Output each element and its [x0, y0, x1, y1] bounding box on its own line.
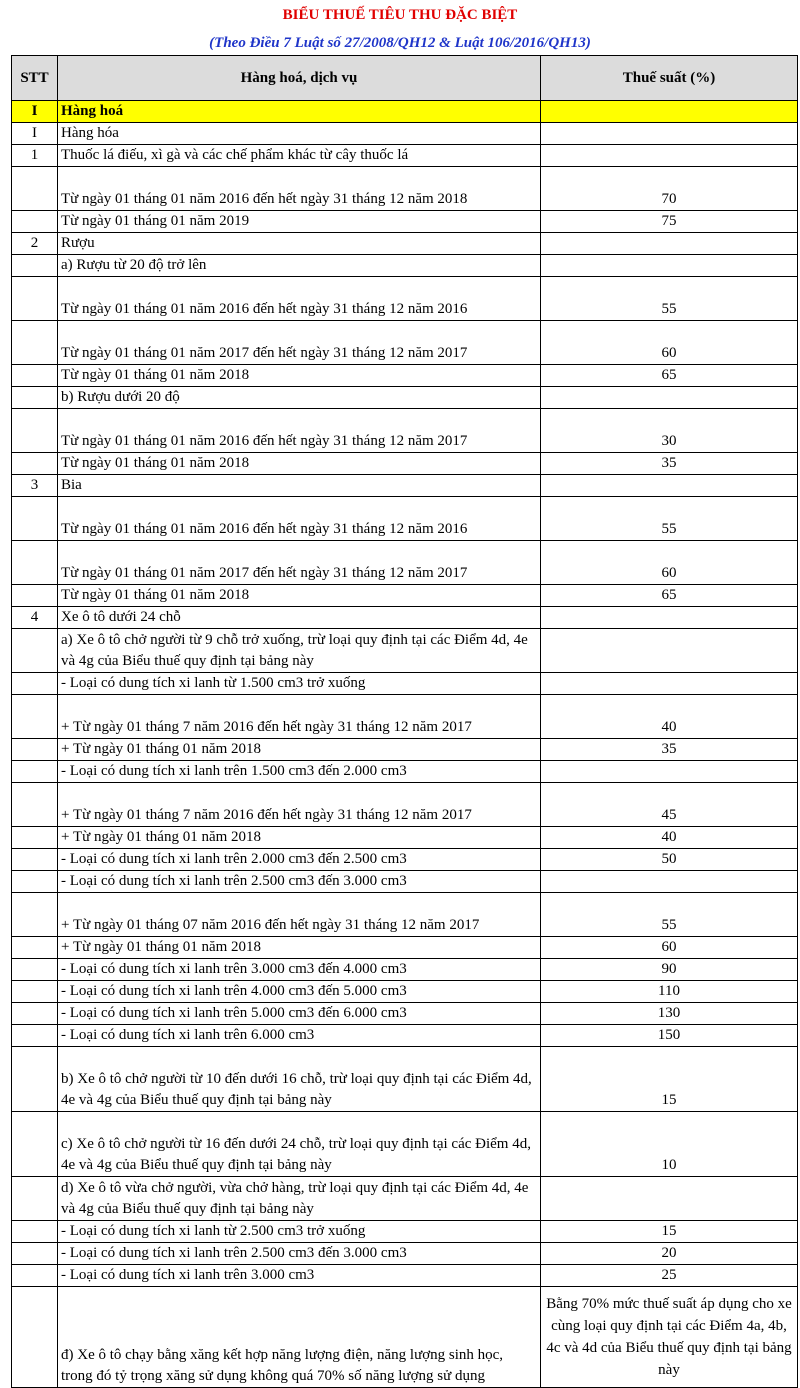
table-row: [12, 387, 798, 409]
cell-item: a) Xe ô tô chở người từ 9 chỗ trở xuống, trừ loại quy định tại các Điểm 4d, 4e và 4g của Biểu thuế quy định tại bảng này: [58, 629, 541, 673]
table-row: [12, 1221, 798, 1243]
table-row: [12, 453, 798, 475]
cell-item: d) Xe ô tô vừa chở người, vừa chở hàng, trừ loại quy định tại các Điểm 4d, 4e và 4g của Biểu thuế quy định tại bảng này: [58, 1177, 541, 1221]
cell-item: Xe ô tô dưới 24 chỗ: [58, 607, 541, 629]
table-row: [12, 629, 798, 673]
table-row: [12, 541, 798, 585]
cell-rate: 90: [541, 959, 798, 981]
cell-stt: I: [12, 101, 58, 123]
cell-item: - Loại có dung tích xi lanh trên 3.000 cm3 đến 4.000 cm3: [58, 959, 541, 981]
cell-item: - Loại có dung tích xi lanh trên 4.000 cm3 đến 5.000 cm3: [58, 981, 541, 1003]
table-row: [12, 1287, 798, 1388]
cell-stt: [12, 1243, 58, 1265]
cell-stt: [12, 497, 58, 541]
table-row: [12, 607, 798, 629]
cell-item: - Loại có dung tích xi lanh trên 5.000 cm3 đến 6.000 cm3: [58, 1003, 541, 1025]
cell-item: - Loại có dung tích xi lanh trên 3.000 cm3: [58, 1265, 541, 1287]
table-body: [12, 101, 798, 1388]
cell-stt: [12, 739, 58, 761]
cell-stt: [12, 673, 58, 695]
cell-rate: 35: [541, 739, 798, 761]
cell-item: - Loại có dung tích xi lanh từ 1.500 cm3 trở xuống: [58, 673, 541, 695]
cell-rate: [541, 123, 798, 145]
cell-rate: 15: [541, 1221, 798, 1243]
cell-rate: 40: [541, 827, 798, 849]
cell-stt: [12, 365, 58, 387]
header-rate: Thuế suất (%): [541, 56, 798, 101]
cell-item: + Từ ngày 01 tháng 01 năm 2018: [58, 937, 541, 959]
cell-stt: [12, 1221, 58, 1243]
cell-rate: [541, 233, 798, 255]
table-row: [12, 233, 798, 255]
cell-rate: 45: [541, 783, 798, 827]
table-row: [12, 409, 798, 453]
table-row: [12, 981, 798, 1003]
cell-stt: [12, 981, 58, 1003]
cell-stt: [12, 277, 58, 321]
cell-item: + Từ ngày 01 tháng 01 năm 2018: [58, 739, 541, 761]
cell-stt: [12, 1112, 58, 1177]
cell-item: - Loại có dung tích xi lanh trên 2.000 cm3 đến 2.500 cm3: [58, 849, 541, 871]
cell-rate: [541, 1177, 798, 1221]
table-header: [12, 56, 798, 101]
cell-stt: [12, 1265, 58, 1287]
cell-rate: 60: [541, 937, 798, 959]
cell-rate: 10: [541, 1112, 798, 1177]
cell-stt: 3: [12, 475, 58, 497]
table-row: [12, 1112, 798, 1177]
cell-rate: 130: [541, 1003, 798, 1025]
table-row: [12, 1003, 798, 1025]
cell-item: Từ ngày 01 tháng 01 năm 2018: [58, 585, 541, 607]
cell-rate: 110: [541, 981, 798, 1003]
cell-item: Hàng hóa: [58, 123, 541, 145]
tax-table: [11, 55, 798, 1388]
cell-item: Từ ngày 01 tháng 01 năm 2018: [58, 453, 541, 475]
cell-item: Từ ngày 01 tháng 01 năm 2017 đến hết ngày 31 tháng 12 năm 2017: [58, 321, 541, 365]
cell-stt: [12, 211, 58, 233]
cell-rate: 75: [541, 211, 798, 233]
cell-rate: 65: [541, 365, 798, 387]
table-row: [12, 321, 798, 365]
table-row: [12, 167, 798, 211]
cell-item: Từ ngày 01 tháng 01 năm 2016 đến hết ngày 31 tháng 12 năm 2016: [58, 497, 541, 541]
cell-item: - Loại có dung tích xi lanh trên 6.000 cm3: [58, 1025, 541, 1047]
table-row: [12, 1177, 798, 1221]
page-subtitle: (Theo Điều 7 Luật số 27/2008/QH12 & Luật 106/2016/QH13): [209, 35, 591, 51]
cell-item: + Từ ngày 01 tháng 07 năm 2016 đến hết ngày 31 tháng 12 năm 2017: [58, 893, 541, 937]
cell-item: Bia: [58, 475, 541, 497]
cell-item: + Từ ngày 01 tháng 7 năm 2016 đến hết ngày 31 tháng 12 năm 2017: [58, 783, 541, 827]
cell-item: b) Rượu dưới 20 độ: [58, 387, 541, 409]
cell-item: - Loại có dung tích xi lanh trên 2.500 cm3 đến 3.000 cm3: [58, 1243, 541, 1265]
table-row: [12, 1025, 798, 1047]
table-row: [12, 937, 798, 959]
cell-rate: 55: [541, 277, 798, 321]
cell-stt: [12, 761, 58, 783]
cell-stt: 4: [12, 607, 58, 629]
cell-stt: [12, 409, 58, 453]
table-row: [12, 673, 798, 695]
cell-item: + Từ ngày 01 tháng 7 năm 2016 đến hết ngày 31 tháng 12 năm 2017: [58, 695, 541, 739]
cell-rate: [541, 629, 798, 673]
table-row: [12, 871, 798, 893]
cell-stt: 1: [12, 145, 58, 167]
header-stt: STT: [12, 56, 58, 101]
page-title: BIỂU THUẾ TIÊU THU ĐẶC BIỆT: [282, 7, 518, 23]
cell-rate: [541, 607, 798, 629]
table-row: [12, 497, 798, 541]
cell-stt: [12, 893, 58, 937]
cell-rate: 70: [541, 167, 798, 211]
table-row: [12, 585, 798, 607]
cell-item: a) Rượu từ 20 độ trở lên: [58, 255, 541, 277]
cell-item: - Loại có dung tích xi lanh trên 2.500 cm3 đến 3.000 cm3: [58, 871, 541, 893]
cell-item: Hàng hoá: [58, 101, 541, 123]
cell-rate: 30: [541, 409, 798, 453]
table-row: [12, 211, 798, 233]
cell-item: đ) Xe ô tô chạy bằng xăng kết hợp năng lượng điện, năng lượng sinh học, trong đó tỷ trọng xăng sử dụng không quá 70% số năng lượng sử dụng: [58, 1287, 541, 1388]
cell-stt: 2: [12, 233, 58, 255]
cell-item: Từ ngày 01 tháng 01 năm 2019: [58, 211, 541, 233]
table-row: [12, 1243, 798, 1265]
cell-stt: [12, 255, 58, 277]
cell-rate: [541, 101, 798, 123]
cell-stt: [12, 1003, 58, 1025]
cell-stt: [12, 1047, 58, 1112]
cell-rate: Bằng 70% mức thuế suất áp dụng cho xe cùng loại quy định tại các Điểm 4a, 4b, 4c và 4d của Biểu thuế quy định tại bảng này: [541, 1287, 798, 1388]
table-row: [12, 1047, 798, 1112]
table-row: [12, 959, 798, 981]
cell-stt: [12, 629, 58, 673]
cell-stt: [12, 783, 58, 827]
cell-stt: [12, 1025, 58, 1047]
cell-item: - Loại có dung tích xi lanh trên 1.500 cm3 đến 2.000 cm3: [58, 761, 541, 783]
cell-item: b) Xe ô tô chở người từ 10 đến dưới 16 chỗ, trừ loại quy định tại các Điểm 4d, 4e và 4g của Biểu thuế quy định tại bảng này: [58, 1047, 541, 1112]
cell-stt: [12, 1177, 58, 1221]
table-row: [12, 783, 798, 827]
header-item: Hàng hoá, dịch vụ: [58, 56, 541, 101]
table-row: [12, 123, 798, 145]
table-row: [12, 893, 798, 937]
cell-rate: [541, 871, 798, 893]
cell-rate: 25: [541, 1265, 798, 1287]
table-row: [12, 1265, 798, 1287]
cell-rate: [541, 255, 798, 277]
cell-stt: [12, 849, 58, 871]
cell-rate: [541, 761, 798, 783]
cell-rate: [541, 145, 798, 167]
cell-rate: 35: [541, 453, 798, 475]
cell-rate: 15: [541, 1047, 798, 1112]
table-row: [12, 365, 798, 387]
cell-rate: 50: [541, 849, 798, 871]
table-row: [12, 145, 798, 167]
cell-rate: 65: [541, 585, 798, 607]
cell-rate: 55: [541, 893, 798, 937]
cell-stt: [12, 453, 58, 475]
cell-item: c) Xe ô tô chở người từ 16 đến dưới 24 chỗ, trừ loại quy định tại các Điểm 4d, 4e và 4g của Biểu thuế quy định tại bảng này: [58, 1112, 541, 1177]
cell-stt: [12, 959, 58, 981]
table-row: [12, 849, 798, 871]
table-row: [12, 695, 798, 739]
table-row: [12, 739, 798, 761]
table-row: [12, 101, 798, 123]
cell-rate: [541, 387, 798, 409]
cell-item: + Từ ngày 01 tháng 01 năm 2018: [58, 827, 541, 849]
cell-rate: 20: [541, 1243, 798, 1265]
cell-item: Thuốc lá điếu, xì gà và các chế phẩm khác từ cây thuốc lá: [58, 145, 541, 167]
cell-stt: [12, 937, 58, 959]
cell-stt: [12, 827, 58, 849]
table-row: [12, 761, 798, 783]
cell-rate: 60: [541, 541, 798, 585]
table-row: [12, 277, 798, 321]
cell-item: Từ ngày 01 tháng 01 năm 2016 đến hết ngày 31 tháng 12 năm 2017: [58, 409, 541, 453]
cell-rate: [541, 475, 798, 497]
table-row: [12, 827, 798, 849]
cell-stt: I: [12, 123, 58, 145]
cell-rate: 55: [541, 497, 798, 541]
cell-rate: [541, 673, 798, 695]
cell-item: Từ ngày 01 tháng 01 năm 2016 đến hết ngày 31 tháng 12 năm 2018: [58, 167, 541, 211]
cell-rate: 40: [541, 695, 798, 739]
cell-item: Từ ngày 01 tháng 01 năm 2018: [58, 365, 541, 387]
table-row: [12, 255, 798, 277]
cell-stt: [12, 167, 58, 211]
table-row: [12, 475, 798, 497]
cell-rate: 60: [541, 321, 798, 365]
cell-rate: 150: [541, 1025, 798, 1047]
cell-stt: [12, 585, 58, 607]
cell-stt: [12, 387, 58, 409]
cell-item: Từ ngày 01 tháng 01 năm 2017 đến hết ngày 31 tháng 12 năm 2017: [58, 541, 541, 585]
cell-stt: [12, 871, 58, 893]
cell-item: - Loại có dung tích xi lanh từ 2.500 cm3 trở xuống: [58, 1221, 541, 1243]
cell-stt: [12, 321, 58, 365]
cell-item: Rượu: [58, 233, 541, 255]
cell-item: Từ ngày 01 tháng 01 năm 2016 đến hết ngày 31 tháng 12 năm 2016: [58, 277, 541, 321]
cell-stt: [12, 695, 58, 739]
cell-stt: [12, 1287, 58, 1388]
cell-stt: [12, 541, 58, 585]
